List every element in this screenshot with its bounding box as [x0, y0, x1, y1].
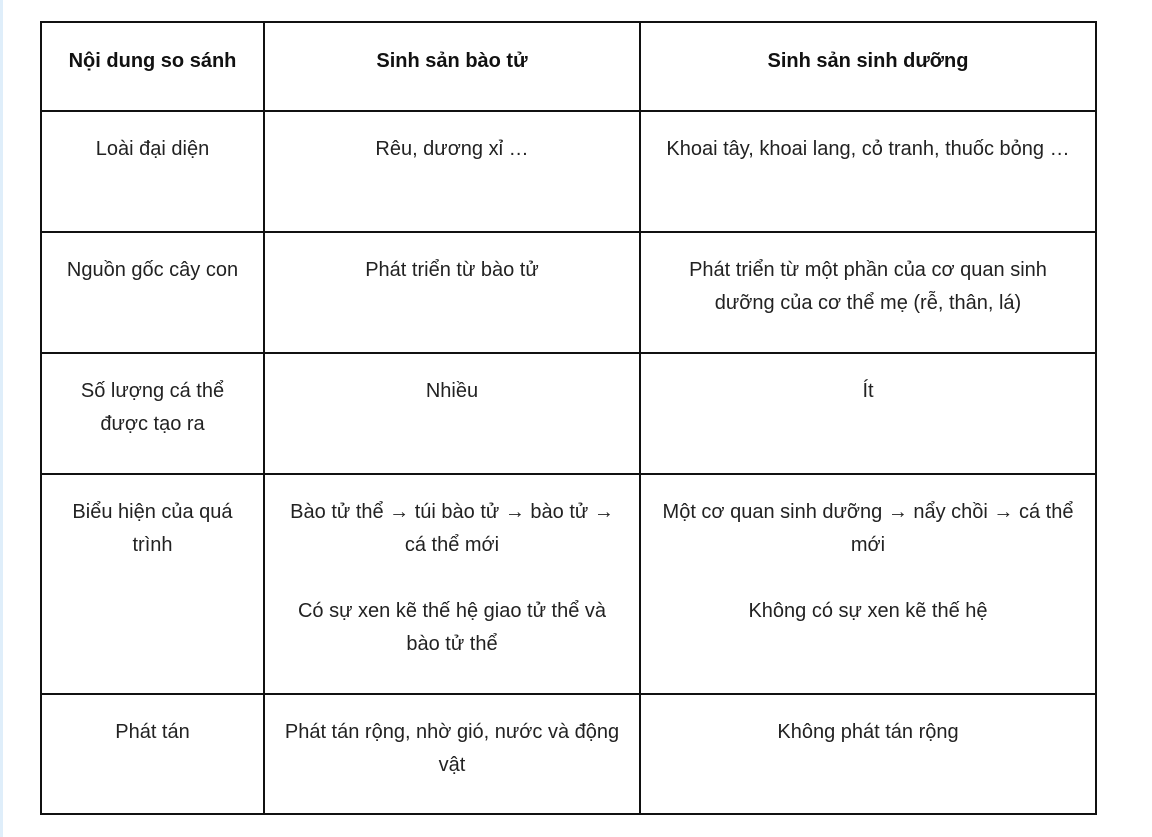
criterion-cell: Số lượng cá thể được tạo ra: [41, 353, 264, 474]
cell-text: Nhiều: [425, 380, 479, 402]
cell-text: Ít: [862, 380, 874, 402]
spore-cell: [264, 353, 640, 474]
comparison-table: [40, 21, 1097, 815]
criterion-cell: Loài đại diện: [41, 111, 264, 232]
cell-text: Một cơ quan sinh dưỡng → nẩy chồi → cá thể mới: [662, 501, 1074, 556]
header-spore-reproduction: Sinh sản bào tử: [264, 22, 640, 111]
criterion-cell: Nguồn gốc cây con: [41, 232, 264, 353]
header-criterion: Nội dung so sánh: [41, 22, 264, 111]
cell-text: Có sự xen kẽ thế hệ giao tử thể và bào tử thể: [297, 600, 607, 655]
page-left-border: [0, 0, 3, 837]
vegetative-cell: [640, 474, 1096, 694]
criterion-cell: Phát tán: [41, 694, 264, 814]
spore-cell: [264, 694, 640, 814]
vegetative-cell: [640, 694, 1096, 814]
table-row: [41, 694, 1096, 814]
vegetative-cell: [640, 111, 1096, 232]
criterion-cell: Biểu hiện của quá trình: [41, 474, 264, 694]
cell-text: Khoai tây, khoai lang, cỏ tranh, thuốc bỏng …: [666, 138, 1070, 160]
vegetative-cell: [640, 232, 1096, 353]
vegetative-cell: [640, 353, 1096, 474]
table-row: [41, 353, 1096, 474]
spore-cell: [264, 232, 640, 353]
cell-text: Phát triển từ bào tử: [365, 259, 539, 281]
table-header-row: [41, 22, 1096, 111]
cell-text: Rêu, dương xỉ …: [375, 138, 529, 160]
cell-text: Phát triển từ một phần của cơ quan sinh dưỡng của cơ thể mẹ (rễ, thân, lá): [689, 259, 1047, 314]
table-row: [41, 474, 1096, 694]
cell-text: Không phát tán rộng: [777, 721, 959, 743]
cell-text: Không có sự xen kẽ thế hệ: [748, 600, 988, 622]
spore-cell: [264, 474, 640, 694]
header-vegetative-reproduction: Sinh sản sinh dưỡng: [640, 22, 1096, 111]
spore-cell: [264, 111, 640, 232]
cell-text: Phát tán rộng, nhờ gió, nước và động vật: [284, 721, 620, 776]
cell-text: Bào tử thể → túi bào tử → bào tử → cá thể mới: [290, 501, 614, 556]
table-row: [41, 232, 1096, 353]
table-row: [41, 111, 1096, 232]
